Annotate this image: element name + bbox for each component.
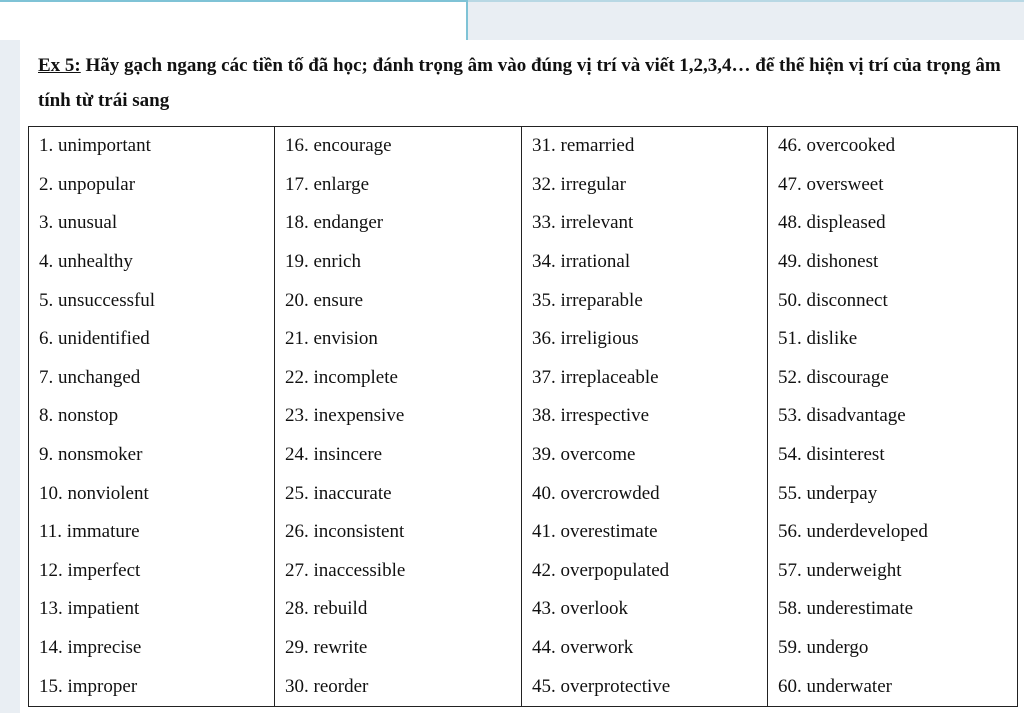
word-cell: 9. nonsmoker [29, 436, 275, 475]
word-cell: 38. irrespective [522, 397, 768, 436]
table-row [29, 629, 1018, 668]
word-cell: 55. underpay [768, 474, 1018, 513]
word-cell: 27. inaccessible [275, 552, 522, 591]
word-cell: 26. inconsistent [275, 513, 522, 552]
word-cell: 37. irreplaceable [522, 359, 768, 398]
word-cell: 12. imperfect [29, 552, 275, 591]
word-cell: 15. improper [29, 667, 275, 706]
word-cell: 5. unsuccessful [29, 281, 275, 320]
word-cell: 19. enrich [275, 243, 522, 282]
word-cell: 58. underestimate [768, 590, 1018, 629]
word-cell: 23. inexpensive [275, 397, 522, 436]
exercise-heading [38, 48, 1018, 118]
word-cell: 30. reorder [275, 667, 522, 706]
word-cell: 2. unpopular [29, 166, 275, 205]
table-row [29, 552, 1018, 591]
word-cell: 10. nonviolent [29, 474, 275, 513]
word-cell: 36. irreligious [522, 320, 768, 359]
word-cell: 29. rewrite [275, 629, 522, 668]
table-row [29, 667, 1018, 706]
word-cell: 6. unidentified [29, 320, 275, 359]
table-row [29, 281, 1018, 320]
word-cell: 44. overwork [522, 629, 768, 668]
word-cell: 45. overprotective [522, 667, 768, 706]
word-cell: 40. overcrowded [522, 474, 768, 513]
word-cell: 35. irreparable [522, 281, 768, 320]
word-cell: 51. dislike [768, 320, 1018, 359]
table-row [29, 359, 1018, 398]
word-table-body [29, 127, 1018, 707]
table-row [29, 127, 1018, 166]
word-cell: 60. underwater [768, 667, 1018, 706]
word-cell: 7. unchanged [29, 359, 275, 398]
word-cell: 3. unusual [29, 204, 275, 243]
word-cell: 33. irrelevant [522, 204, 768, 243]
word-cell: 50. disconnect [768, 281, 1018, 320]
word-cell: 11. immature [29, 513, 275, 552]
word-cell: 52. discourage [768, 359, 1018, 398]
word-cell: 41. overestimate [522, 513, 768, 552]
word-cell: 46. overcooked [768, 127, 1018, 166]
word-cell: 34. irrational [522, 243, 768, 282]
table-row [29, 474, 1018, 513]
word-cell: 42. overpopulated [522, 552, 768, 591]
word-cell: 24. insincere [275, 436, 522, 475]
word-cell: 21. envision [275, 320, 522, 359]
word-cell: 39. overcome [522, 436, 768, 475]
table-row [29, 397, 1018, 436]
word-cell: 56. underdeveloped [768, 513, 1018, 552]
word-cell: 18. endanger [275, 204, 522, 243]
word-cell: 20. ensure [275, 281, 522, 320]
word-cell: 25. inaccurate [275, 474, 522, 513]
word-cell: 22. incomplete [275, 359, 522, 398]
word-cell: 57. underweight [768, 552, 1018, 591]
word-cell: 13. impatient [29, 590, 275, 629]
word-cell: 59. undergo [768, 629, 1018, 668]
word-cell: 48. displeased [768, 204, 1018, 243]
word-cell: 49. dishonest [768, 243, 1018, 282]
word-cell: 31. remarried [522, 127, 768, 166]
word-cell: 1. unimportant [29, 127, 275, 166]
word-cell: 54. disinterest [768, 436, 1018, 475]
word-cell: 32. irregular [522, 166, 768, 205]
exercise-label: Ex 5: [38, 55, 81, 76]
word-cell: 14. imprecise [29, 629, 275, 668]
word-cell: 4. unhealthy [29, 243, 275, 282]
table-row [29, 204, 1018, 243]
word-cell: 28. rebuild [275, 590, 522, 629]
table-row [29, 590, 1018, 629]
word-cell: 8. nonstop [29, 397, 275, 436]
document-page [20, 40, 1024, 713]
table-row [29, 436, 1018, 475]
background-window-panel [0, 0, 468, 40]
word-cell: 17. enlarge [275, 166, 522, 205]
word-cell: 53. disadvantage [768, 397, 1018, 436]
table-row [29, 243, 1018, 282]
table-row [29, 513, 1018, 552]
table-row [29, 320, 1018, 359]
word-cell: 43. overlook [522, 590, 768, 629]
word-table [28, 126, 1018, 707]
word-cell: 47. oversweet [768, 166, 1018, 205]
word-cell: 16. encourage [275, 127, 522, 166]
exercise-instruction: Hãy gạch ngang các tiền tố đã học; đánh trọng âm vào đúng vị trí và viết 1,2,3,4… để thể hiện vị trí của trọng âm tính từ trái sang [38, 55, 1001, 111]
table-row [29, 166, 1018, 205]
